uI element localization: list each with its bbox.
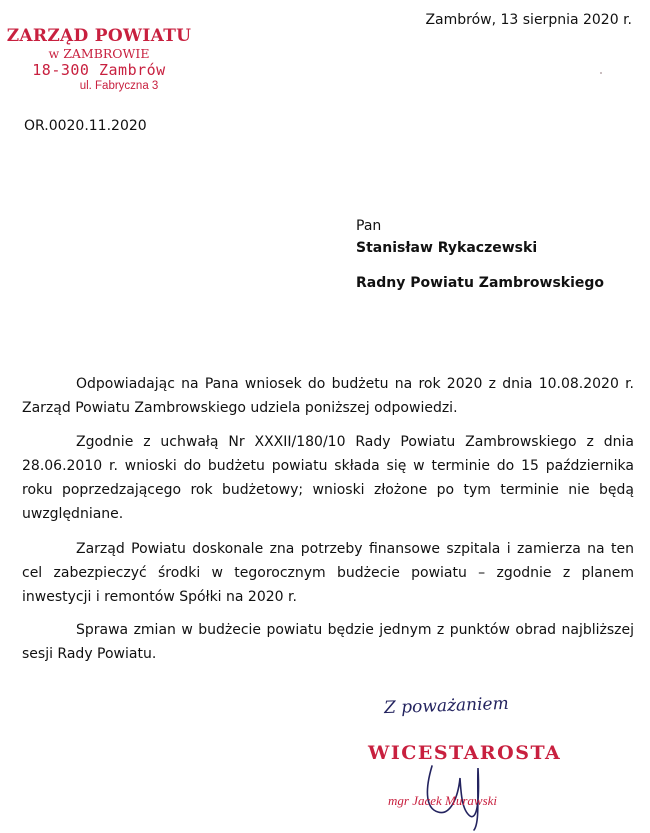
paper-speck [600, 72, 602, 74]
office-stamp [6, 28, 192, 92]
stamp-postal-code: 18-300 Zambrów [32, 60, 166, 79]
reference-number: OR.0020.11.2020 [24, 118, 147, 134]
letter-paragraph [22, 618, 634, 666]
stamp-office-name: ZARZĄD POWIATU [6, 26, 192, 46]
stamp-street: ul. Fabryczna 3 [79, 79, 159, 92]
recipient-name: Stanisław Rykaczewski [356, 240, 538, 256]
position-stamp: WICESTAROSTA [368, 742, 562, 764]
letter-paragraph [22, 537, 634, 609]
recipient-title: Radny Powiatu Zambrowskiego [356, 275, 605, 291]
letter-paragraph [22, 430, 634, 526]
paragraph-text: Zarząd Powiatu doskonale zna potrzeby finansowe szpitala i zamierza na ten cel zabezpieczyć środki w tegorocznym budżecie powiatu – zgodnie z planem inwestycji i remontów Spółki na 2020 r. [22, 541, 634, 605]
signatory-name-stamp: mgr Jacek Murawski [388, 793, 498, 808]
handwritten-signature [404, 746, 514, 832]
letter-paragraph [22, 372, 634, 420]
paragraph-text: Zgodnie z uchwałą Nr XXXII/180/10 Rady Powiatu Zambrowskiego z dnia 28.06.2010 r. wnioski do budżetu powiatu składa się w terminie do 15 października roku poprzedzającego rok budżetowy; wnioski złożone po tym terminie nie będą uwzględniane. [22, 434, 634, 522]
stamp-office-location: w ZAMBROWIE [48, 46, 150, 61]
recipient-greeting: Pan [356, 218, 382, 234]
paragraph-text: Sprawa zmian w budżecie powiatu będzie jednym z punktów obrad najbliższej sesji Rady Powiatu. [22, 622, 634, 662]
paragraph-text: Odpowiadając na Pana wniosek do budżetu na rok 2020 z dnia 10.08.2020 r. Zarząd Powiatu Zambrowskiego udziela poniższej odpowiedzi. [22, 376, 634, 416]
closing-salutation: Z poważaniem [383, 693, 509, 719]
letter-date: Zambrów, 13 sierpnia 2020 r. [425, 12, 632, 28]
